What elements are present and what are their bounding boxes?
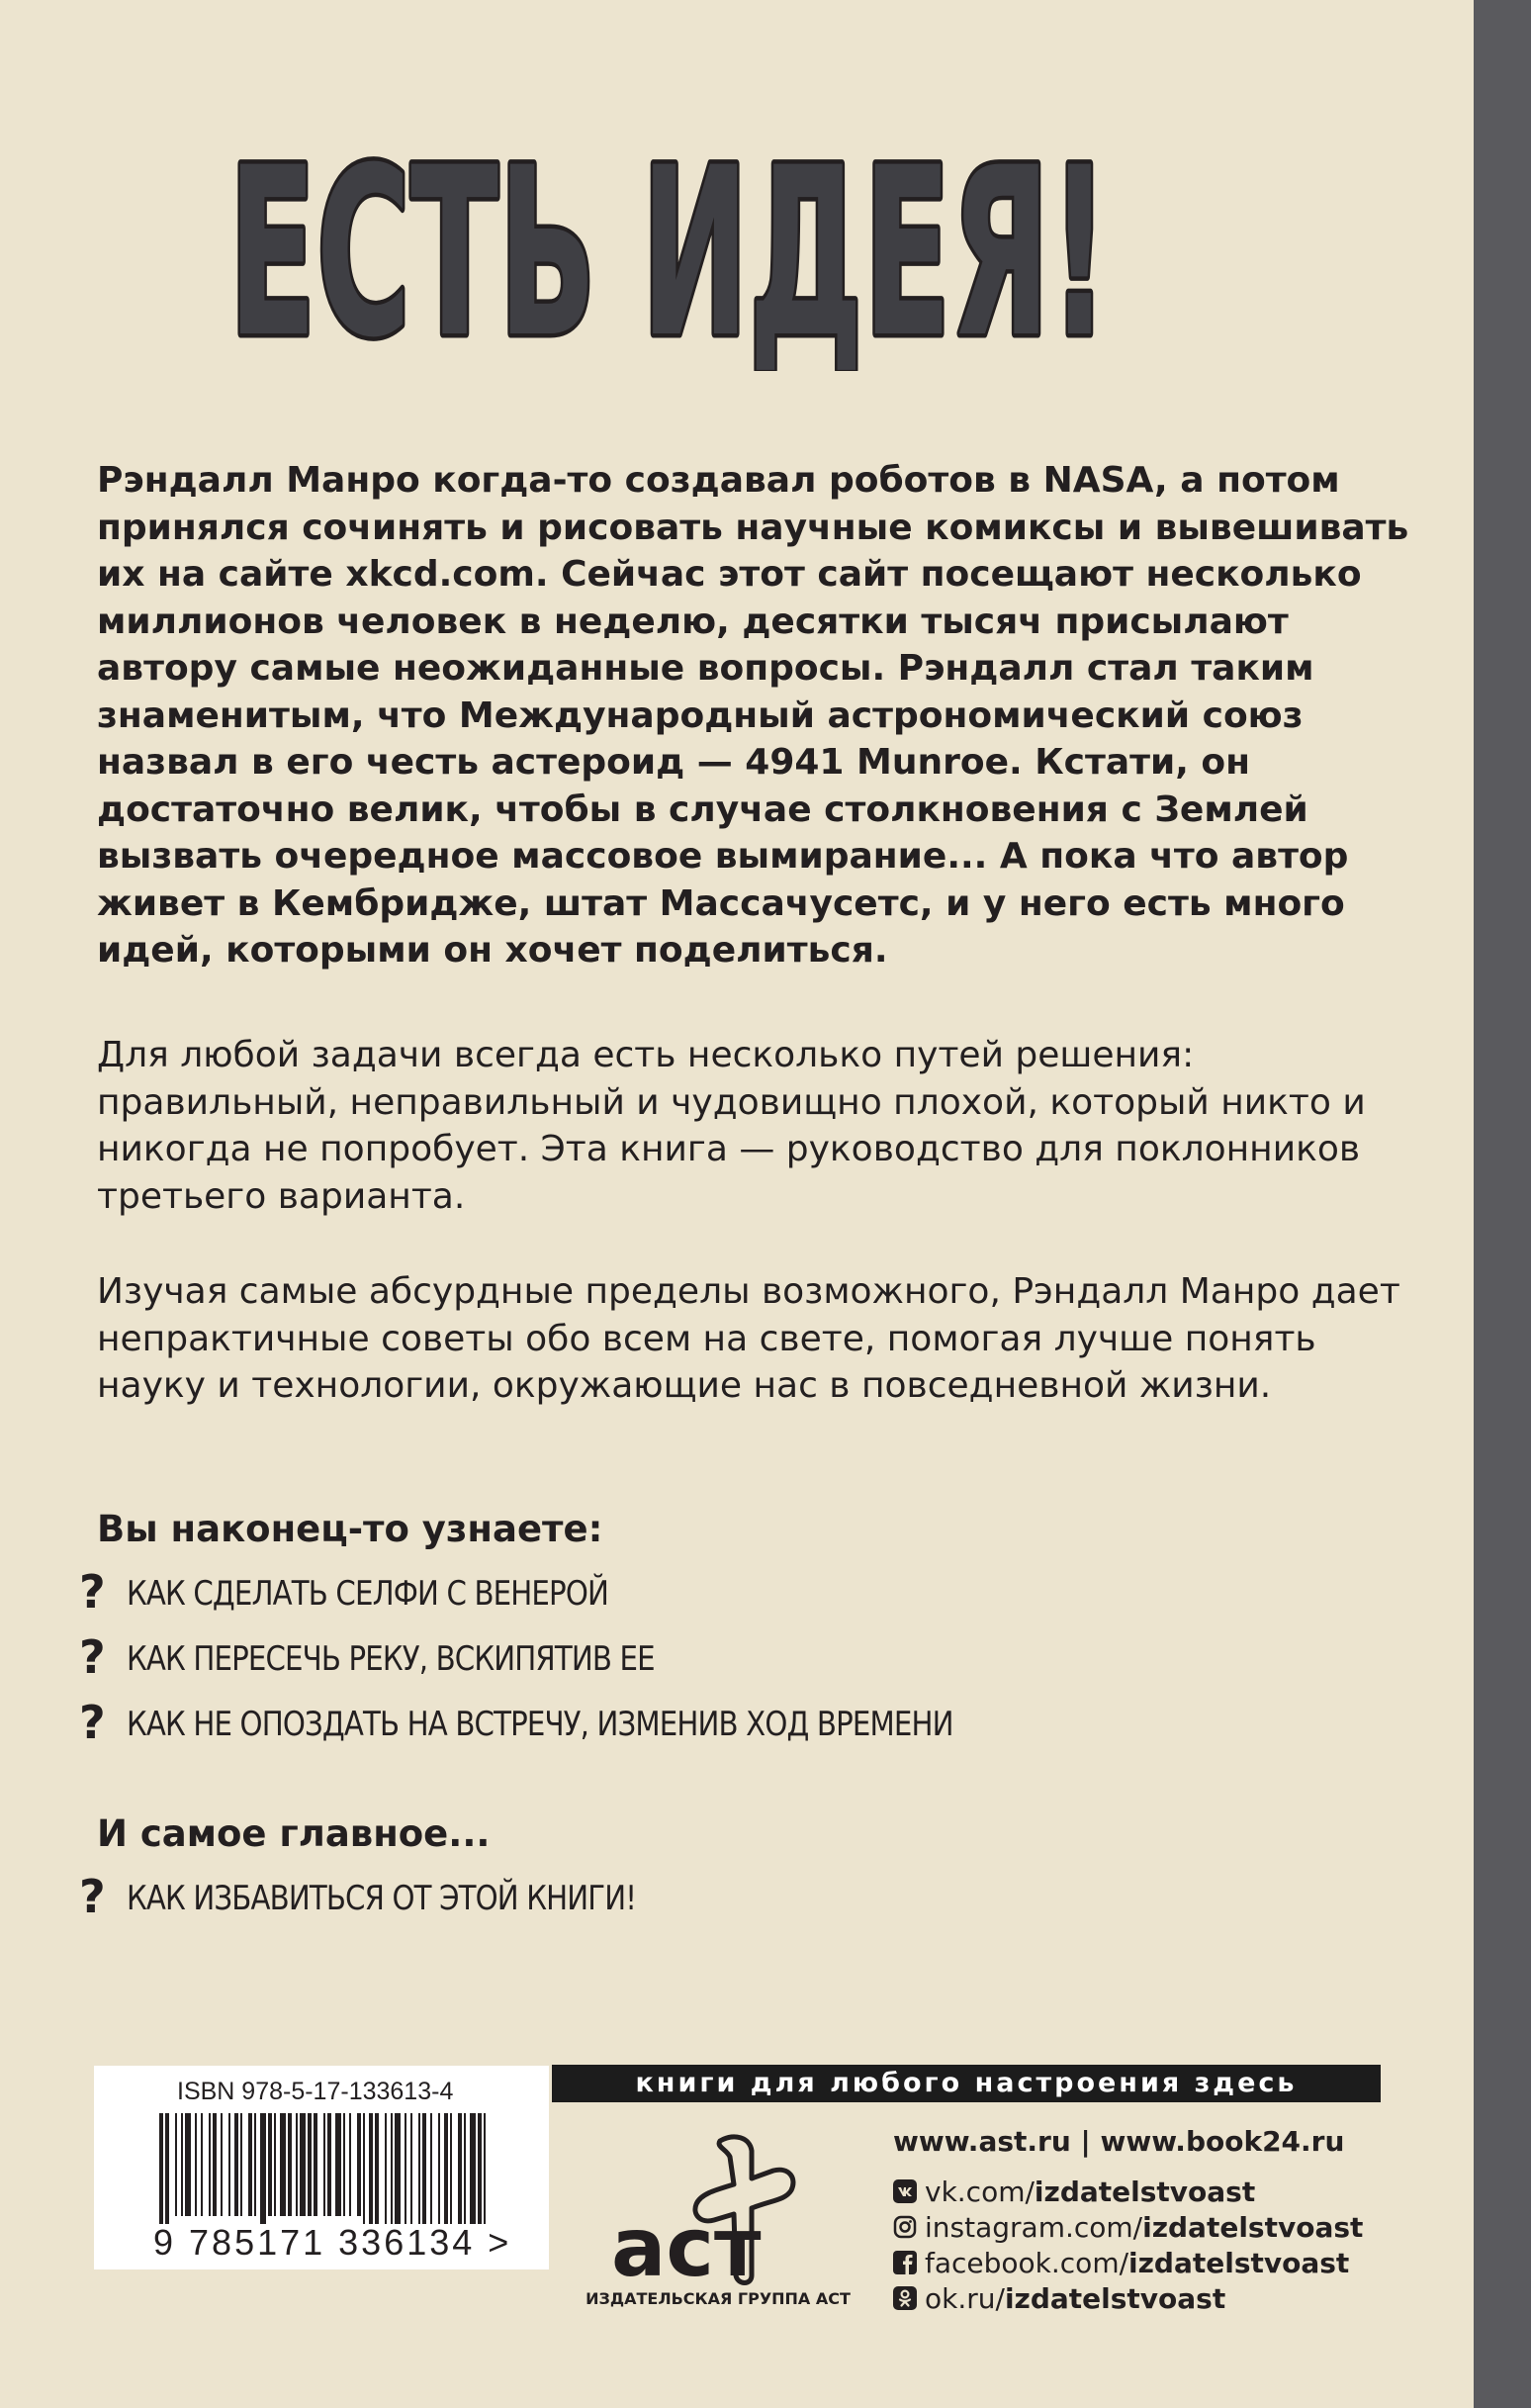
- barcode-bar: [300, 2113, 306, 2216]
- list-item-text: КАК СДЕЛАТЬ СЕЛФИ С ВЕНЕРОЙ: [127, 1574, 608, 1614]
- barcode-bar: [288, 2113, 292, 2216]
- list-item: [79, 1869, 1404, 1934]
- ean-digits: 9 785171 336134 >: [153, 2222, 512, 2263]
- barcode-panel: [94, 2066, 549, 2269]
- social-link-prefix: facebook.com/: [925, 2246, 1129, 2279]
- barcode-bar: [458, 2113, 462, 2224]
- barcode-bar: [422, 2113, 426, 2224]
- barcode-bar: [268, 2113, 272, 2216]
- barcode-bar: [327, 2113, 331, 2216]
- barcode-bar: [248, 2113, 252, 2216]
- barcode-bar: [274, 2113, 276, 2216]
- instagram-icon: [893, 2215, 917, 2239]
- barcode-bar: [185, 2113, 191, 2216]
- barcode-bar: [335, 2113, 341, 2216]
- barcode-bar: [375, 2113, 379, 2224]
- social-link-instagram[interactable]: [893, 2209, 1447, 2245]
- barcode-bar: [201, 2113, 203, 2216]
- barcode-bar: [343, 2113, 345, 2216]
- social-link-odnoklassniki[interactable]: [893, 2280, 1447, 2316]
- learn-list: [79, 1564, 1404, 1760]
- title-graphic: [223, 124, 1132, 371]
- question-mark-icon: ?: [79, 1630, 106, 1684]
- barcode-icon: [159, 2113, 490, 2224]
- book-spine: [1474, 0, 1531, 2408]
- barcode-bar: [391, 2113, 393, 2224]
- ast-logo-text: аст: [611, 2201, 762, 2295]
- question-mark-icon: ?: [79, 1870, 106, 1923]
- learn-heading: Вы наконец-то узнаете:: [97, 1508, 603, 1550]
- barcode-bar: [280, 2113, 286, 2216]
- title-text: ЕСТЬ ИДЕЯ!: [228, 124, 1109, 371]
- barcode-bar: [438, 2113, 440, 2224]
- list-item-text: КАК НЕ ОПОЗДАТЬ НА ВСТРЕЧУ, ИЗМЕНИВ ХОД ВРЕМЕНИ: [127, 1705, 953, 1744]
- barcode-bar: [240, 2113, 242, 2216]
- barcode-bar: [405, 2113, 406, 2224]
- barcode-bar: [478, 2113, 482, 2224]
- barcode-bar: [296, 2113, 298, 2216]
- list-item: [79, 1695, 1404, 1760]
- barcode-bar: [363, 2113, 365, 2224]
- list-item: [79, 1629, 1404, 1695]
- social-link-handle: izdatelstvoast: [1128, 2246, 1350, 2279]
- book-description-paragraph: Для любой задачи всегда есть несколько путей решения: правильный, неправильный и чудовищно плохой, который никто и никогда не попробует. Эта книга — руководство для поклонников третьего варианта.: [97, 1035, 1366, 1217]
- barcode-bar: [410, 2113, 412, 2224]
- barcode-bar: [308, 2113, 312, 2216]
- list-item-text: КАК ИЗБАВИТЬСЯ ОТ ЭТОЙ КНИГИ!: [127, 1879, 637, 1918]
- barcode-bar: [385, 2113, 387, 2224]
- list-item-text: КАК ПЕРЕСЕЧЬ РЕКУ, ВСКИПЯТИВ ЕЕ: [127, 1639, 655, 1679]
- list-item: [79, 1564, 1404, 1629]
- social-link-prefix: vk.com/: [925, 2175, 1035, 2208]
- social-links: [893, 2174, 1447, 2316]
- social-link-handle: izdatelstvoast: [1142, 2210, 1364, 2244]
- main-point-heading: И самое главное...: [97, 1812, 491, 1855]
- barcode-bar: [430, 2113, 432, 2224]
- website-links[interactable]: www.ast.ru | www.book24.ru: [893, 2125, 1345, 2158]
- barcode-bar: [181, 2113, 183, 2216]
- barcode-bar: [234, 2113, 238, 2216]
- social-link-handle: izdatelstvoast: [1004, 2281, 1226, 2315]
- book-title: [223, 124, 1132, 371]
- barcode-bar: [418, 2113, 420, 2224]
- barcode-bar: [209, 2113, 211, 2216]
- tagline-band: книги для любого настроения здесь: [552, 2065, 1381, 2102]
- barcode-bar: [484, 2113, 486, 2224]
- facebook-icon: [893, 2251, 917, 2274]
- social-link-facebook[interactable]: [893, 2245, 1447, 2280]
- question-mark-icon: ?: [79, 1565, 106, 1619]
- publisher-links: [893, 2122, 1447, 2316]
- barcode-bar: [195, 2113, 197, 2216]
- barcode-bar: [444, 2113, 448, 2224]
- vk-icon: [893, 2179, 917, 2203]
- question-mark-icon: ?: [79, 1696, 106, 1749]
- barcode-bar: [349, 2113, 351, 2216]
- barcode-bar: [323, 2113, 325, 2216]
- social-link-vk[interactable]: [893, 2174, 1447, 2209]
- barcode-bar: [260, 2113, 266, 2224]
- social-link-prefix: ok.ru/: [925, 2281, 1005, 2315]
- barcode-bar: [213, 2113, 217, 2216]
- isbn-label: ISBN 978-5-17-133613-4: [177, 2078, 454, 2105]
- barcode-bar: [165, 2113, 169, 2224]
- barcode-bar: [314, 2113, 317, 2216]
- barcode-bar: [450, 2113, 452, 2224]
- social-link-prefix: instagram.com/: [925, 2210, 1143, 2244]
- barcode-bar: [395, 2113, 401, 2224]
- barcode-bar: [369, 2113, 373, 2224]
- barcode-bar: [357, 2113, 361, 2216]
- ast-logo: [603, 2127, 821, 2295]
- author-bio-paragraph: Рэндалл Манро когда-то создавал роботов в NASA, а потом принялся сочинять и рисовать научные комиксы и вывешивать их на сайте xkcd.com. Сейчас этот сайт посещают несколько миллионов человек в неделю, десятки тысяч присылают автору самые неожиданные вопросы. Рэндалл стал таким знаменитым, что Международный астрономический союз назвал в его честь астероид — 4941 Munroe. Кстати, он достаточно велик, чтобы в случае столкновения с Землей вызвать очередное массовое вымирание... А пока что автор живет в Кембридже, штат Массачусетс, и у него есть много идей, которыми он хочет поделиться.: [97, 460, 1409, 971]
- publisher-name: ИЗДАТЕЛЬСКАЯ ГРУППА АСТ: [585, 2289, 851, 2308]
- barcode-bar: [470, 2113, 476, 2224]
- barcode-bar: [221, 2113, 223, 2216]
- barcode-bar: [175, 2113, 177, 2216]
- barcode-bar: [464, 2113, 466, 2224]
- barcode-bar: [228, 2113, 230, 2216]
- book-summary-paragraph: Изучая самые абсурдные пределы возможного, Рэндалл Манро дает непрактичные советы обо всем на свете, помогая лучше понять науку и технологии, окружающие нас в повседневной жизни.: [97, 1271, 1400, 1406]
- odnoklassniki-icon: [893, 2286, 917, 2310]
- barcode-bar: [254, 2113, 256, 2216]
- barcode-bar: [159, 2113, 163, 2224]
- social-link-handle: izdatelstvoast: [1034, 2175, 1256, 2208]
- ast-logo-icon: [603, 2127, 821, 2295]
- main-point-list: [79, 1869, 1404, 1934]
